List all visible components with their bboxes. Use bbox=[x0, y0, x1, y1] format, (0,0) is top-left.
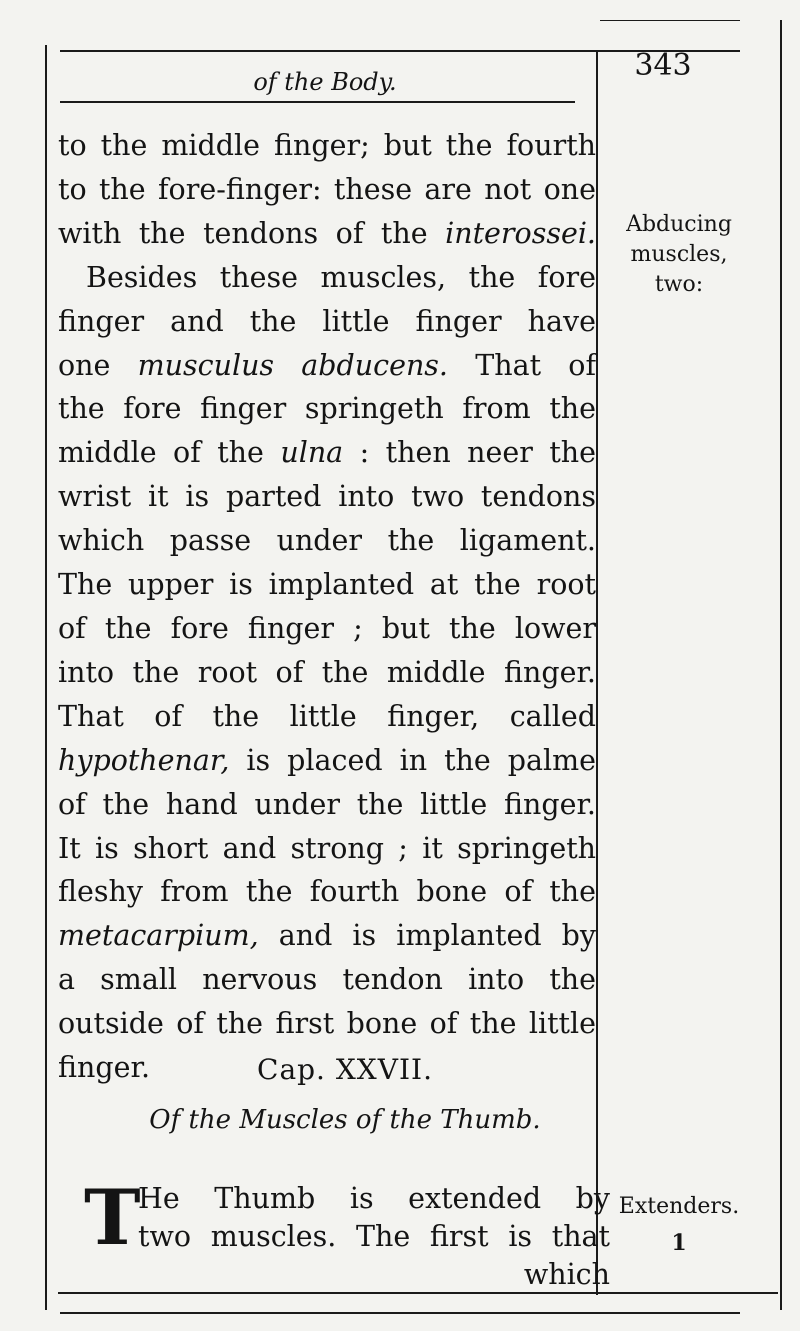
margin-note-line: muscles, bbox=[630, 242, 728, 267]
text-line: finger. bbox=[58, 1051, 151, 1085]
text-line: into the root of the middle finger. bbox=[58, 655, 596, 689]
margin-note-extenders bbox=[604, 1192, 754, 1258]
text-line bbox=[58, 431, 596, 475]
left-border bbox=[45, 45, 47, 1310]
text-line: The upper is implanted at the root bbox=[58, 568, 596, 602]
text-line: which passe under the ligament. bbox=[58, 524, 596, 558]
top-rule-right bbox=[600, 20, 740, 21]
margin-note-abducing bbox=[604, 210, 754, 300]
text-run: : then neer the bbox=[343, 436, 596, 470]
margin-note-line: Extenders. bbox=[618, 1194, 740, 1219]
right-border bbox=[780, 20, 782, 1310]
text-line bbox=[58, 739, 596, 783]
text-line: It is short and strong ; it springeth bbox=[58, 831, 596, 865]
text-line: to the fore-finger: these are not one bbox=[58, 172, 596, 206]
page-number: 343 bbox=[634, 48, 692, 83]
text-line: wrist it is parted into two tendons bbox=[58, 480, 596, 514]
margin-note-line: Abducing bbox=[626, 212, 732, 237]
body-text bbox=[58, 124, 596, 1090]
column-divider bbox=[596, 50, 598, 1295]
header-underline bbox=[60, 101, 575, 103]
italic-term: metacarpium, bbox=[58, 919, 259, 953]
text-run: That of bbox=[448, 348, 596, 382]
chapter-line: which bbox=[523, 1258, 610, 1291]
italic-term: musculus abducens. bbox=[137, 348, 448, 382]
text-line: to the middle finger; but the fourth bbox=[58, 129, 596, 162]
text-run: is placed in the palme bbox=[229, 743, 596, 777]
text-run: one bbox=[58, 348, 138, 382]
text-line: outside of the first bone of the little bbox=[58, 1007, 596, 1041]
text-run: with the tendons of the bbox=[58, 216, 446, 250]
chapter-heading: Cap. XXVII. bbox=[257, 1053, 433, 1086]
text-line: a small nervous tendon into the bbox=[58, 963, 596, 997]
text-line: finger and the little finger have bbox=[58, 304, 596, 338]
text-line bbox=[58, 914, 596, 958]
running-head: of the Body. bbox=[253, 68, 397, 96]
text-run: and is implanted by bbox=[258, 919, 596, 953]
text-line bbox=[58, 212, 596, 256]
text-run: middle of the bbox=[58, 436, 281, 470]
drop-cap: T bbox=[84, 1173, 141, 1262]
margin-note-line: two: bbox=[654, 272, 704, 297]
chapter-line: two muscles. The first is that bbox=[138, 1220, 610, 1253]
chapter-title: Of the Muscles of the Thumb. bbox=[149, 1105, 541, 1135]
text-line: fleshy from the fourth bone of the bbox=[58, 875, 596, 909]
text-line bbox=[58, 344, 596, 388]
text-line: Besides these muscles, the fore bbox=[86, 260, 596, 294]
text-line: the fore finger springeth from the bbox=[58, 392, 596, 426]
text-line: of the hand under the little finger. bbox=[58, 787, 596, 821]
chapter-text bbox=[138, 1180, 610, 1294]
text-line: That of the little finger, called bbox=[58, 699, 596, 733]
italic-term: ulna bbox=[280, 436, 344, 470]
margin-note-count: 1 bbox=[671, 1230, 687, 1256]
text-line: of the fore finger ; but the lower bbox=[58, 611, 596, 645]
bottom-rule-lower bbox=[60, 1312, 740, 1314]
italic-term: interossei. bbox=[445, 216, 596, 250]
chapter-line: He Thumb is extended by bbox=[138, 1182, 610, 1215]
italic-term: hypothenar, bbox=[58, 743, 230, 777]
